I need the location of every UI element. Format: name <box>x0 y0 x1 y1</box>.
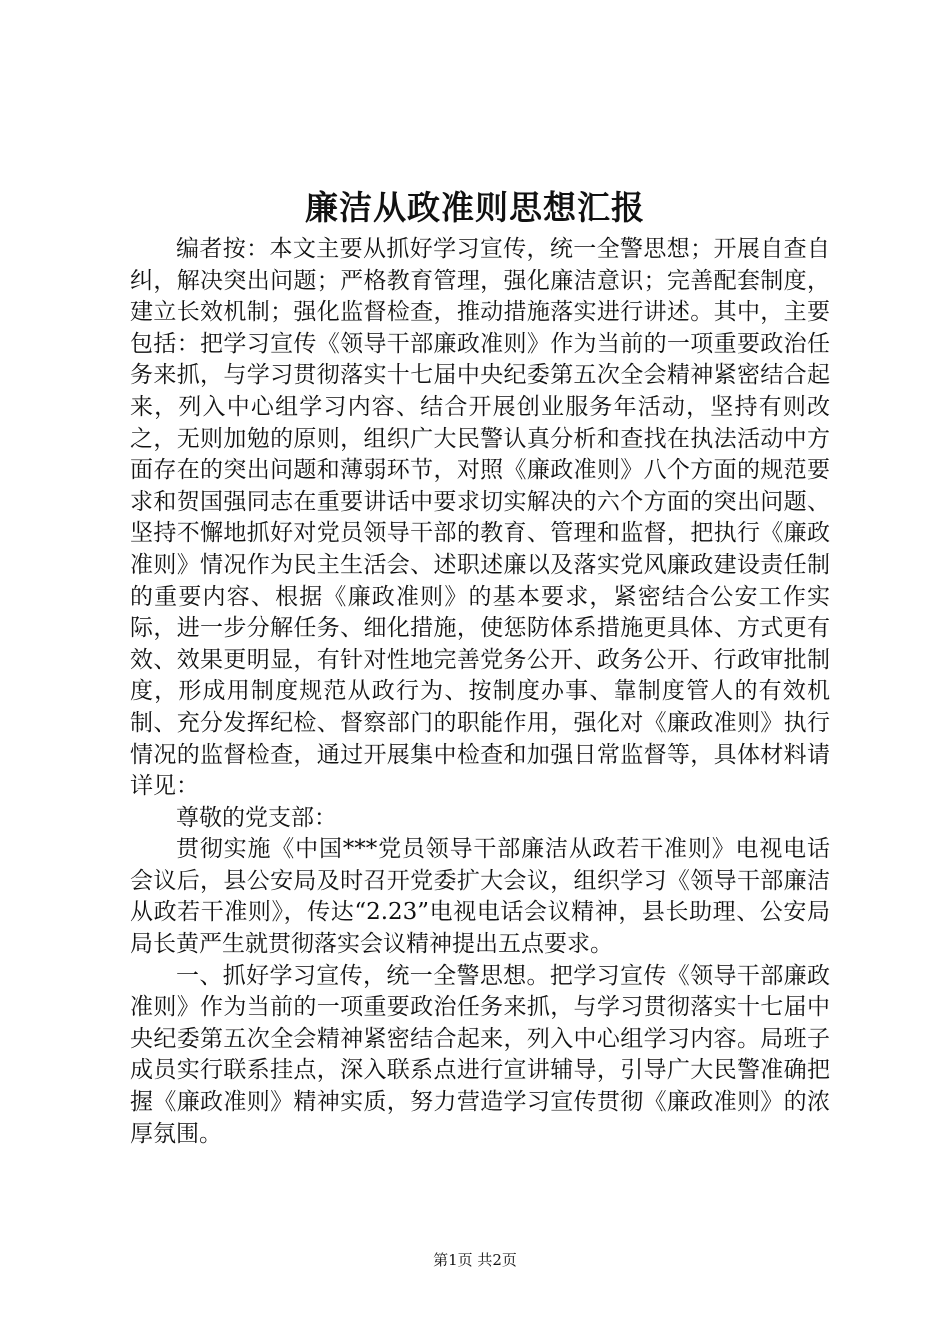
body-paragraph: 一、抓好学习宣传，统一全警思想。把学习宣传《领导干部廉政准则》作为当前的一项重要政治任务来抓，与学习贯彻落实十七届中央纪委第五次全会精神紧密结合起来，列入中心组学习内容。局班子成员实行联系挂点，深入联系点进行宣讲辅导，引导广大民警准确把握《廉政准则》精神实质，努力营造学习宣传贯彻《廉政准则》的浓厚氛围。 <box>130 962 830 1147</box>
page-number-footer: 第1页 共2页 <box>433 1251 517 1269</box>
salutation-paragraph: 尊敬的党支部： <box>176 804 337 831</box>
document-body <box>130 234 830 1150</box>
body-paragraph: 贯彻实施《中国***党员领导干部廉洁从政若干准则》电视电话会议后，县公安局及时召开党委扩大会议，组织学习《领导干部廉洁从政若干准则》，传达“2.23”电视电话会议精神，县长助理、公安局局长黄严生就贯彻落实会议精神提出五点要求。 <box>130 836 830 958</box>
editor-note-paragraph: 编者按：本文主要从抓好学习宣传，统一全警思想；开展自查自纠，解决突出问题；严格教育管理，强化廉洁意识；完善配套制度，建立长效机制；强化监督检查，推动措施落实进行讲述。其中，主要包括：把学习宣传《领导干部廉政准则》作为当前的一项重要政治任务来抓，与学习贯彻落实十七届中央纪委第五次全会精神紧密结合起来，列入中心组学习内容、结合开展创业服务年活动，坚持有则改之，无则加勉的原则，组织广大民警认真分析和查找在执法活动中方面存在的突出问题和薄弱环节，对照《廉政准则》八个方面的规范要求和贺国强同志在重要讲话中要求切实解决的六个方面的突出问题、坚持不懈地抓好对党员领导干部的教育、管理和监督，把执行《廉政准则》情况作为民主生活会、述职述廉以及落实党风廉政建设责任制的重要内容、根据《廉政准则》的基本要求，紧密结合公安工作实际，进一步分解任务、细化措施，使惩防体系措施更具体、方式更有效、效果更明显，有针对性地完善党务公开、政务公开、行政审批制度，形成用制度规范从政行为、按制度办事、靠制度管人的有效机制、充分发挥纪检、督察部门的职能作用，强化对《廉政准则》执行情况的监督检查，通过开展集中检查和加强日常监督等，具体材料请详见： <box>130 236 830 800</box>
page-title: 廉洁从政准则思想汇报 <box>305 188 645 227</box>
